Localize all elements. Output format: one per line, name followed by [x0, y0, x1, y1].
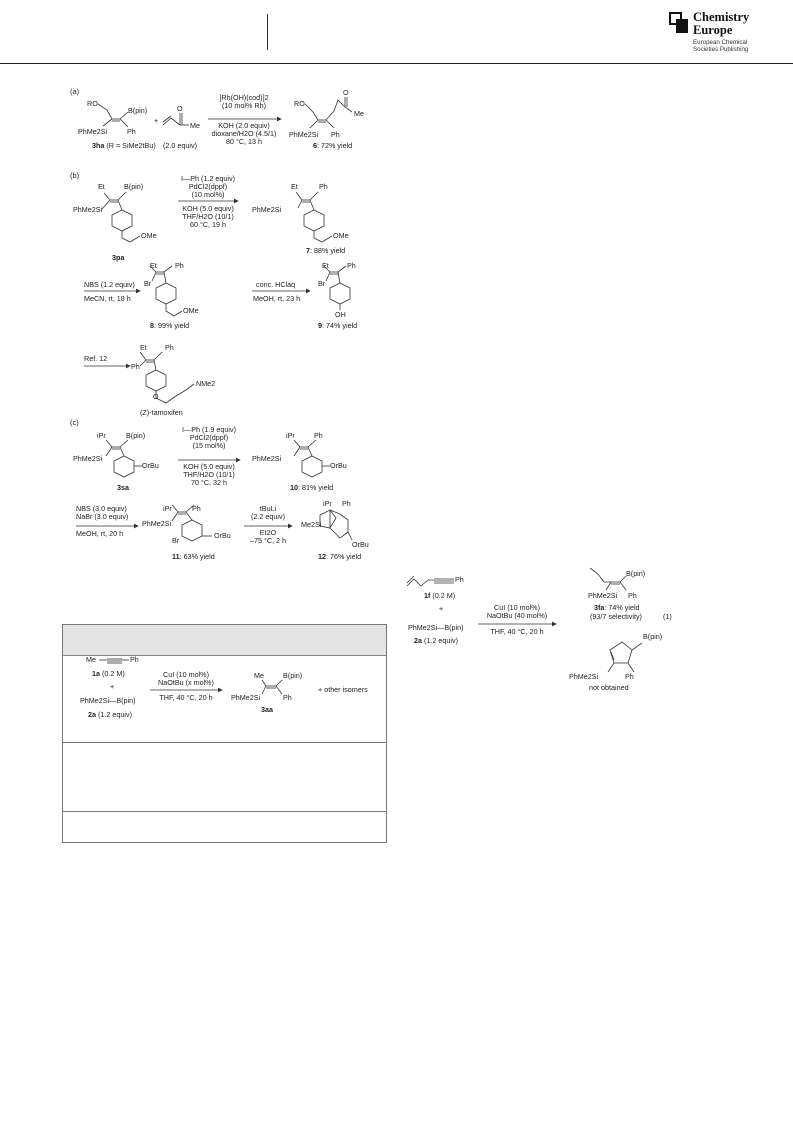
- sm-bpin: B(pin): [124, 182, 144, 191]
- sm-bpin: B(pin): [126, 431, 146, 440]
- tam-phenyl2: Ph: [131, 362, 140, 371]
- sm-phenyl: Ph: [127, 127, 136, 136]
- sm-label: [424, 592, 455, 600]
- structure-3ha: [98, 104, 128, 127]
- cond-catalyst: [Rh(OH)(cod)]2: [219, 93, 269, 102]
- sm-conc: (0.2 M): [102, 669, 125, 678]
- plus-sign: +: [439, 604, 444, 613]
- p11-silyl: PhMe2Si: [142, 519, 172, 528]
- sm-obu: OrBu: [142, 461, 159, 470]
- structure-1f: [407, 576, 454, 586]
- p8-phenyl: Ph: [175, 261, 184, 270]
- cond-temp: 60 °C, 19 h: [189, 220, 227, 229]
- cond-base: KOH (5.0 equiv): [183, 462, 235, 471]
- tam-phenyl1: Ph: [165, 343, 174, 352]
- p9-ethyl: Et: [322, 261, 329, 270]
- sm-methyl: Me: [86, 655, 96, 664]
- p8-bromo: Br: [144, 279, 152, 288]
- sm-ethyl: Et: [98, 182, 105, 191]
- p-bpin: B(pin): [283, 671, 303, 680]
- logo-line1: Chemistry: [693, 10, 750, 24]
- p10-obu: OrBu: [330, 461, 347, 470]
- sm-silyl: PhMe2Si: [73, 205, 103, 214]
- alt-silyl: PhMe2Si: [569, 672, 599, 681]
- yield-text: : 72% yield: [317, 141, 353, 150]
- yield-text: : 76% yield: [326, 552, 362, 561]
- bli-equiv: (2.2 equiv): [251, 512, 285, 521]
- not-obtained-note: not obtained: [589, 683, 629, 692]
- sm-silyl: PhMe2Si: [78, 127, 108, 136]
- yield-text: : 88% yield: [310, 246, 346, 255]
- alt-phenyl: Ph: [625, 672, 634, 681]
- yield-text: : 63% yield: [179, 552, 215, 561]
- p9-label: [318, 322, 357, 330]
- p12-silyl: Me2Si: [301, 520, 322, 529]
- structure-7: [296, 192, 332, 242]
- p7-label: [306, 247, 345, 255]
- bli-temp: –75 °C, 2 h: [249, 536, 287, 545]
- p11-bromo: Br: [172, 536, 180, 545]
- sm-silyl: PhMe2Si: [73, 454, 103, 463]
- reagent-formula: PhMe2Si—B(pin): [408, 623, 464, 632]
- cond-loading: (10 mol% Rh): [222, 101, 266, 110]
- cond-loading: (10 mol%): [191, 190, 225, 199]
- tam-oxygen: O: [153, 392, 159, 401]
- compound-id: 10: [290, 483, 298, 492]
- p11-isopropyl: iPr: [163, 504, 172, 513]
- compound-id: 1a: [92, 669, 100, 678]
- structure-9: [324, 266, 350, 310]
- cond-solvent: THF/H2O (10/1): [182, 212, 234, 221]
- structure-3aa: [262, 680, 282, 694]
- p11-phenyl: Ph: [192, 504, 201, 513]
- compound-id: 3fa: [594, 603, 605, 612]
- nbs-cond: NBS (3.0 equiv): [76, 504, 127, 513]
- scheme-a-label: (a): [70, 87, 80, 96]
- structure-tamoxifen: [140, 352, 194, 403]
- p10-silyl: PhMe2Si: [252, 454, 282, 463]
- cond-solvent: THF, 40 °C, 20 h: [490, 627, 544, 636]
- cond-catalyst: PdCl2(dppf): [189, 433, 229, 442]
- enone-methyl: Me: [190, 121, 200, 130]
- bli-solvent: Et2O: [259, 528, 277, 537]
- p8-ome: OMe: [183, 306, 199, 315]
- reagent-equiv: (1.2 equiv): [98, 710, 132, 719]
- reagent-equiv: (1.2 equiv): [424, 636, 458, 645]
- compound-id: 11: [172, 552, 180, 561]
- p7-silyl: PhMe2Si: [252, 205, 282, 214]
- p10-label: [290, 484, 333, 492]
- cond-catalyst: CuI (10 mol%): [494, 603, 540, 612]
- tamoxifen-label: (Z)-tamoxifen: [140, 408, 183, 417]
- ref-note: Ref. 12: [84, 354, 108, 363]
- compound-id: 3sa: [117, 483, 129, 492]
- p-bpin: B(pin): [626, 569, 646, 578]
- alt-bpin: B(pin): [643, 632, 663, 641]
- cond-base: KOH (5.0 equiv): [182, 204, 234, 213]
- prod-phenyl: Ph: [331, 130, 340, 139]
- p-label: [594, 604, 640, 612]
- compound-id: 1f: [424, 591, 431, 600]
- yield-text: : 81% yield: [298, 483, 334, 492]
- scheme-b-label: (b): [70, 171, 80, 180]
- p12-label: [318, 553, 361, 561]
- prod-label: [313, 142, 352, 150]
- structure-8: [150, 266, 182, 316]
- cond-solvent: dioxane/H2O (4.5/1): [211, 129, 277, 138]
- p-silyl: PhMe2Si: [231, 693, 261, 702]
- structure-cyclopentene: [608, 642, 642, 672]
- structure-10: [294, 440, 330, 477]
- sm-ome: OMe: [141, 231, 157, 240]
- sm-bpin: B(pin): [128, 106, 148, 115]
- sm-isopropyl: iPr: [97, 431, 106, 440]
- compound-id: 3ha: [92, 141, 105, 150]
- structure-enone: [163, 113, 189, 125]
- cond-temp: 70 °C, 32 h: [190, 478, 228, 487]
- p10-phenyl: Ph: [314, 431, 323, 440]
- compound-id: 3pa: [112, 253, 125, 262]
- p10-isopropyl: iPr: [286, 431, 295, 440]
- compound-id: 12: [318, 552, 326, 561]
- nbs-cond: NBS (1.2 equiv): [84, 280, 135, 289]
- compound-desc: (R = SiMe2tBu): [106, 141, 156, 150]
- logo-sub1: European Chemical: [693, 39, 748, 46]
- p-phenyl: Ph: [283, 693, 292, 702]
- structure-12: [320, 510, 352, 540]
- sm-label: [92, 142, 156, 150]
- yield-text: : 74% yield: [604, 603, 640, 612]
- hcl-cond: conc. HClaq: [256, 280, 296, 289]
- reagent-formula: PhMe2Si—B(pin): [80, 696, 136, 705]
- selectivity: (93/7 selectivity): [590, 612, 642, 621]
- enone-oxygen: O: [177, 104, 183, 113]
- compound-id: 8: [150, 321, 154, 330]
- equiv-label: (2.0 equiv): [163, 141, 197, 150]
- cond-reagent: I—Ph (1.2 equiv): [181, 174, 235, 183]
- p-phenyl: Ph: [628, 591, 637, 600]
- p9-bromo: Br: [318, 279, 326, 288]
- sm-label: [92, 670, 125, 678]
- p12-obu: OrBu: [352, 540, 369, 549]
- nabr-cond: NaBr (3.0 equiv): [76, 512, 129, 521]
- prod-ro: RO: [294, 99, 305, 108]
- prod-oxygen: O: [343, 88, 349, 97]
- structure-6: [305, 97, 352, 128]
- cond-base: KOH (2.0 equiv): [218, 121, 270, 130]
- yield-text: : 74% yield: [322, 321, 358, 330]
- cond-loading: (15 mol%): [192, 441, 226, 450]
- p12-phenyl: Ph: [342, 499, 351, 508]
- hcl-solvent: MeOH, rt, 23 h: [253, 294, 301, 303]
- p12-isopropyl: iPr: [323, 499, 332, 508]
- nbs-solvent: MeOH, rt, 20 h: [76, 529, 124, 538]
- cond-base: NaOtBu (x mol%): [158, 678, 214, 687]
- sm-phenyl: Ph: [455, 575, 464, 584]
- structure-1a: [99, 659, 129, 663]
- structure-3sa: [106, 440, 142, 477]
- p7-ethyl: Et: [291, 182, 298, 191]
- p8-label: [150, 322, 189, 330]
- equation-number: (1): [663, 612, 672, 621]
- sm-phenyl: Ph: [130, 655, 139, 664]
- cond-solvent: THF/H2O (10/1): [183, 470, 235, 479]
- p7-phenyl: Ph: [319, 182, 328, 191]
- compound-id: 9: [318, 321, 322, 330]
- structure-3fa: [590, 568, 626, 590]
- p7-ome: OMe: [333, 231, 349, 240]
- yield-text: : 99% yield: [154, 321, 190, 330]
- p8-ethyl: Et: [150, 261, 157, 270]
- plus-sign: +: [154, 116, 159, 125]
- p9-hydroxyl: OH: [335, 310, 346, 319]
- cond-temp: 80 °C, 13 h: [225, 137, 263, 146]
- cond-catalyst: PdCl2(dppf): [188, 182, 228, 191]
- prod-silyl: PhMe2Si: [289, 130, 319, 139]
- reagent-label: [414, 637, 458, 645]
- cond-solvent: THF, 40 °C, 20 h: [159, 693, 213, 702]
- p-methyl: Me: [254, 671, 264, 680]
- p9-phenyl: Ph: [347, 261, 356, 270]
- p-silyl: PhMe2Si: [588, 591, 618, 600]
- prod-methyl: Me: [354, 109, 364, 118]
- structure-3pa: [102, 192, 140, 242]
- nbs-solvent: MeCN, rt, 18 h: [84, 294, 131, 303]
- compound-id: 7: [306, 246, 310, 255]
- plus-sign: +: [110, 682, 115, 691]
- p11-label: [172, 553, 215, 561]
- compound-id: 6: [313, 141, 317, 150]
- cond-reagent: I—Ph (1.9 equiv): [182, 425, 236, 434]
- other-isomers: + other isomers: [318, 685, 368, 694]
- logo-line2: Europe: [693, 23, 733, 37]
- logo-sub2: Societies Publishing: [693, 46, 749, 53]
- compound-id: 3aa: [261, 705, 273, 714]
- tam-amine: NMe2: [196, 379, 216, 388]
- bli-reagent: tBuLi: [259, 504, 277, 513]
- reagent-label: [88, 711, 132, 719]
- compound-id: 2a: [88, 710, 96, 719]
- scheme-c-label: (c): [70, 418, 79, 427]
- sm-ro: RO: [87, 99, 98, 108]
- cond-catalyst: CuI (10 mol%): [163, 670, 209, 679]
- p11-obu: OrBu: [214, 531, 231, 540]
- tam-ethyl: Et: [140, 343, 147, 352]
- sm-conc: (0.2 M): [432, 591, 456, 600]
- compound-id: 2a: [414, 636, 422, 645]
- cond-base: NaOtBu (40 mol%): [486, 611, 548, 620]
